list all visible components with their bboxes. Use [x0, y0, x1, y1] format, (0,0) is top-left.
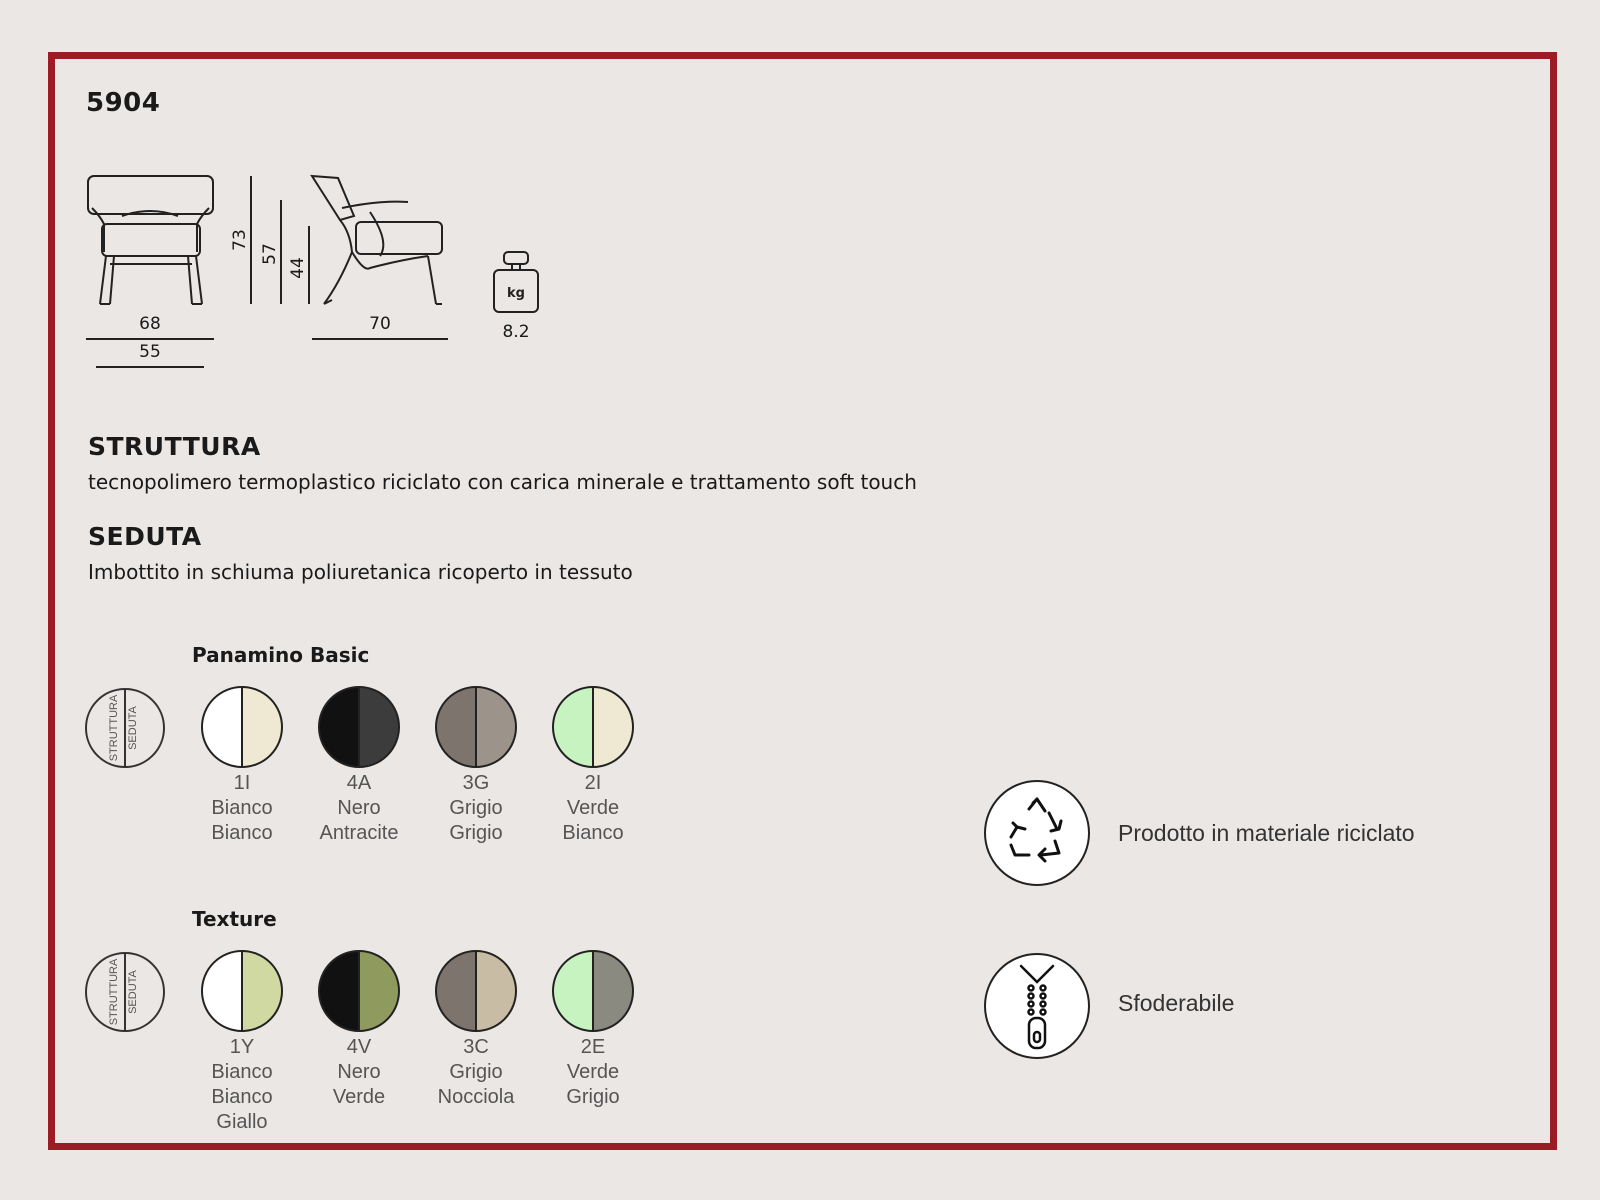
swatch-3g-icon: [434, 685, 518, 769]
swatch-line: Bianco: [211, 1061, 273, 1083]
swatch-code: 4A: [346, 772, 372, 794]
seat-width-value: 55: [139, 342, 161, 362]
swatch-right: [476, 951, 516, 1031]
swatch-line: Nocciola: [437, 1086, 515, 1108]
swatch-right: [359, 687, 399, 767]
height-arm-value: 57: [260, 243, 280, 265]
product-code: 5904: [86, 88, 161, 118]
height-total-line: [250, 176, 252, 304]
structure-description: tecnopolimero termoplastico riciclato con carica minerale e trattamento soft touch: [88, 470, 917, 494]
swatch-right: [359, 951, 399, 1031]
weight-unit: kg: [507, 286, 525, 301]
weight-value: 8.2: [502, 322, 530, 342]
swatch-left: [553, 687, 593, 767]
height-seat-value: 44: [288, 257, 308, 279]
swatch-line: Verde: [566, 797, 620, 819]
swatch-line: Grigio: [566, 1086, 620, 1108]
swatch-line: Bianco: [211, 1086, 273, 1108]
side-depth-line: [312, 338, 448, 340]
swatch-3c-icon: [434, 949, 518, 1033]
legend-structure-seat-icon: [84, 687, 166, 769]
swatch-code: 4V: [346, 1036, 372, 1058]
group-title-panamino: Panamino Basic: [192, 643, 370, 667]
swatch-line: Grigio: [449, 797, 503, 819]
swatch-left: [202, 951, 242, 1031]
seat-description: Imbottito in schiuma poliuretanica ricoperto in tessuto: [88, 560, 633, 584]
feature-recycled-label: Prodotto in materiale riciclato: [1118, 820, 1415, 846]
swatch-left: [436, 951, 476, 1031]
swatch-left: [319, 687, 359, 767]
swatch-code: 1I: [233, 772, 251, 794]
swatch-line: Antracite: [319, 822, 399, 844]
swatch-line: Bianco: [211, 797, 273, 819]
swatch-left: [553, 951, 593, 1031]
group-title-texture: Texture: [192, 907, 277, 931]
swatch-right: [242, 951, 282, 1031]
legend-structure-seat-icon-2: [84, 951, 166, 1033]
front-width-value: 68: [139, 314, 161, 334]
swatch-4a-icon: [317, 685, 401, 769]
front-width-line: [86, 338, 214, 340]
swatch-label-2i: [523, 771, 663, 846]
zipper-icon: [983, 952, 1091, 1060]
swatch-line: Grigio: [449, 822, 503, 844]
swatch-2e-icon: [551, 949, 635, 1033]
swatch-right: [476, 687, 516, 767]
swatch-left: [436, 687, 476, 767]
swatch-line: Verde: [566, 1061, 620, 1083]
legend-seat-label: SEDUTA: [127, 706, 139, 750]
swatch-left: [319, 951, 359, 1031]
swatch-code: 3C: [463, 1036, 489, 1058]
swatch-code: 1Y: [229, 1036, 255, 1058]
swatch-1i-icon: [200, 685, 284, 769]
swatch-line: Bianco: [562, 822, 624, 844]
swatch-1y-icon: [200, 949, 284, 1033]
swatch-right: [593, 687, 633, 767]
weight-icon: [492, 250, 540, 316]
recycle-icon: [983, 779, 1091, 887]
legend-structure-label: STRUTTURA: [108, 694, 120, 762]
height-total-value: 73: [230, 229, 250, 251]
swatch-right: [242, 687, 282, 767]
swatch-line: Verde: [332, 1086, 386, 1108]
swatch-line: Giallo: [216, 1111, 268, 1133]
chair-side-view-icon: [310, 172, 450, 312]
seat-width-line: [96, 366, 204, 368]
seat-title: SEDUTA: [88, 522, 202, 551]
swatch-4v-icon: [317, 949, 401, 1033]
height-arm-line: [280, 200, 282, 304]
chair-front-view-icon: [86, 172, 216, 312]
legend-seat-label: SEDUTA: [127, 970, 139, 1014]
swatch-line: Nero: [337, 1061, 381, 1083]
swatch-line: Nero: [337, 797, 381, 819]
swatch-line: Grigio: [449, 1061, 503, 1083]
legend-structure-label: STRUTTURA: [108, 958, 120, 1026]
feature-removable-label: Sfoderabile: [1118, 990, 1235, 1016]
swatch-code: 2E: [580, 1036, 606, 1058]
swatch-2i-icon: [551, 685, 635, 769]
swatch-right: [593, 951, 633, 1031]
swatch-label-2e: [523, 1035, 663, 1110]
swatch-left: [202, 687, 242, 767]
structure-title: STRUTTURA: [88, 432, 261, 461]
swatch-code: 3G: [462, 772, 490, 794]
side-depth-value: 70: [369, 314, 391, 334]
swatch-code: 2I: [584, 772, 602, 794]
swatch-line: Bianco: [211, 822, 273, 844]
